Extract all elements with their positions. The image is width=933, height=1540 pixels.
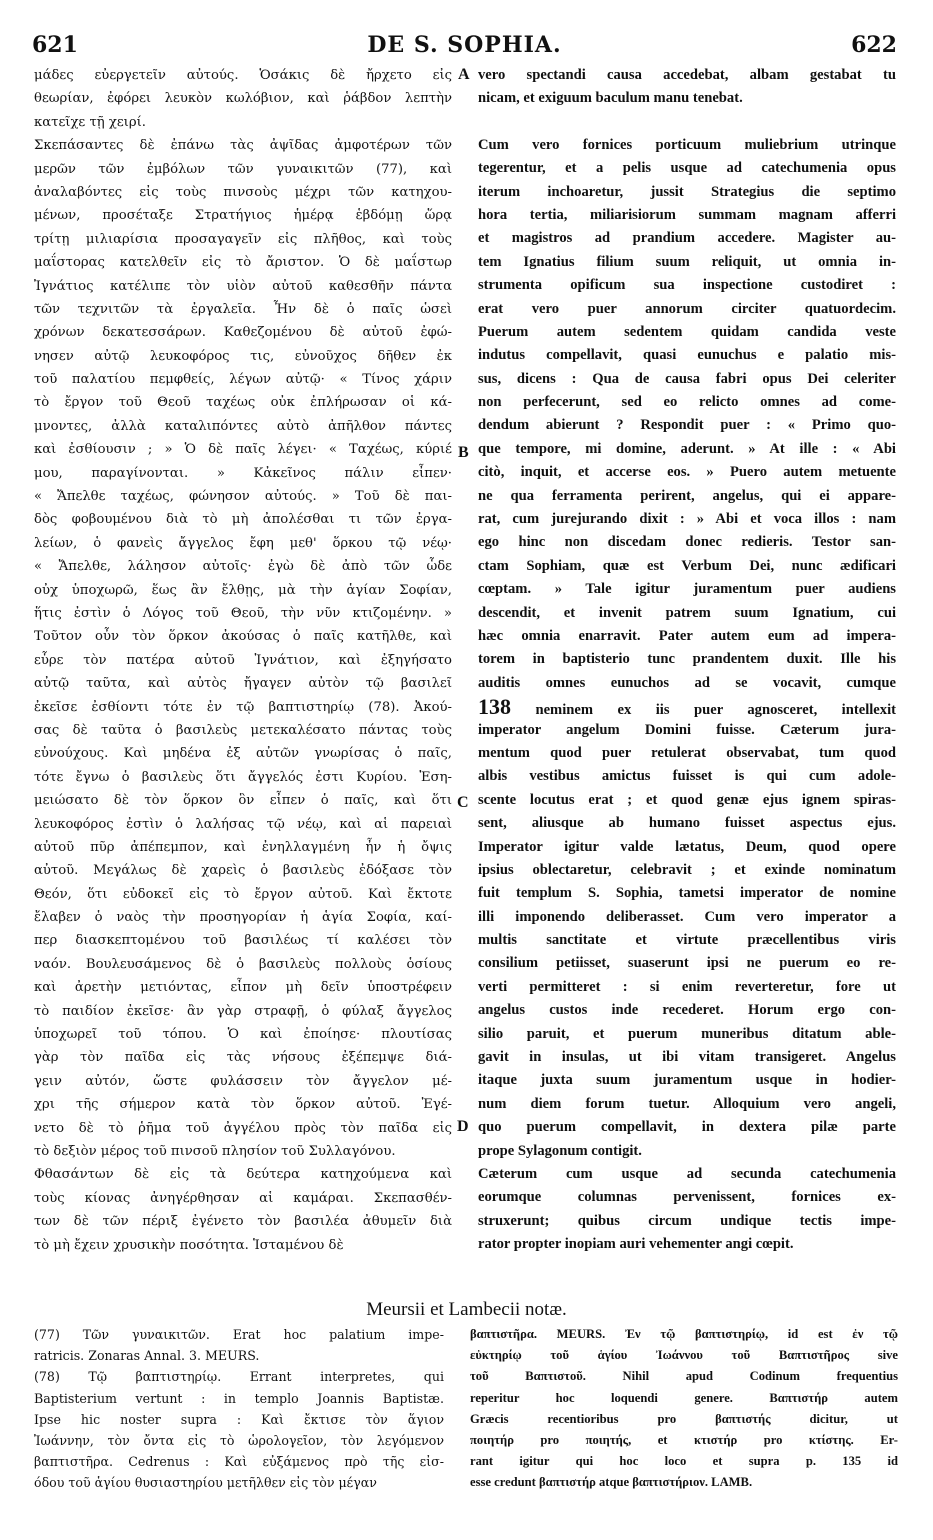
greek-text-line: τότε ἔγνω ὁ βασιλεὺς ὅτι ἄγγελός ἐστι Κυρίου. Ἐση- [34, 769, 452, 785]
greek-text-line: περ διασκεπτομένου τοῦ βασιλέως τί καλέσει τὸν [34, 933, 452, 949]
margin-marker-d: D [457, 1118, 469, 1135]
latin-text-fragment: neminem ex iis puer agnosceret, intellexit [511, 702, 896, 719]
greek-text-line: ἐκεῖσε ἐσθίοντι τότε ἐν τῷ βαπτιστηρίῳ (78). Ἀκού- [34, 699, 452, 715]
greek-text-line: λευκοφόρος ἐστὶν ὁ λαλήσας τῷ νέῳ, καὶ αἱ παρειαὶ [34, 816, 452, 832]
latin-text-line: fuit templum S. Sophia, tametsi imperator de nomine [478, 885, 896, 902]
latin-text-line: non perfecerunt, sed eo relicto omnes ad come- [478, 394, 896, 411]
latin-text-line: albis vestibus amictus fuisset is qui cum adole- [478, 768, 896, 785]
latin-text-line: scente locutus erat ; et quod genæ ejus ignem spiras- [478, 791, 896, 808]
latin-text-line: descendit, et invenit patrem suum Ignatium, cui [478, 604, 896, 621]
latin-text-column [478, 64, 896, 1257]
footnote-line: ratricis. Zonaras Annal. 3. MEURS. [34, 1348, 260, 1364]
greek-text-line: των δὲ τῶν πέριξ ἐγένετο τὸν βασιλέα ἀθυμεῖν διὰ [34, 1214, 452, 1230]
latin-text-line: indutus compellavit, quasi eunuchus e palatio mis- [478, 347, 896, 364]
latin-text-line: dendum abierunt ? Respondit puer : « Primo quo- [478, 417, 896, 434]
latin-text-line [478, 695, 896, 718]
footnote-line: (77) Τῶν γυναικιτῶν. Erat hoc palatium impe- [34, 1327, 444, 1342]
greek-text-line: Θεόν, ὅτι εὐδοκεῖ εἰς τὸ ἔργον αὐτοῦ. Καὶ ἔκτοτε [34, 886, 452, 902]
latin-text-line: verti permitteret : si enim reverteretur, fore ut [478, 978, 896, 995]
page-number-left: 621 [32, 32, 78, 58]
latin-text-line: quo puerum compellavit, in dextera pilæ parte [478, 1119, 896, 1136]
footnote-line: Ipse hic noster supra : Καὶ ἔκτισε τὸν ἅγιον [34, 1411, 444, 1427]
greek-text-line: τὸ μὴ ἔχειν χρυσικὴν ποσότητα. Ἱσταμένου δὲ [34, 1237, 344, 1253]
greek-text-line: γειν αὐτόν, ὥστε φυλάσσειν τὸν ἄγγελον μέ- [34, 1073, 452, 1089]
footnote-line: βαπτιστῆρα. Cedrenus : Καὶ εὐξάμενος πρὸ τῆς εἰσ- [34, 1454, 444, 1470]
latin-text-line: tegerentur, et a pelis usque ad catechumenia opus [478, 160, 896, 177]
footnote-line: βαπτιστῆρα. MEURS. Ἐν τῷ βαπτιστηρίῳ, id est ἐν τῷ [470, 1327, 898, 1341]
latin-text-line: angelus custos inde recederet. Horum ergo con- [478, 1002, 896, 1019]
footnote-line: esse credunt βαπτιστήρ atque βαπτιστήριον. LAMB. [470, 1475, 753, 1490]
latin-text-line: Puerum autem sedentem quidam candida veste [478, 323, 896, 340]
footnote-line: (78) Τῷ βαπτιστηρίῳ. Errant interpretes, qui [34, 1369, 444, 1385]
greek-text-line: μειώσατο δὲ τὸν ὅρκον ὃν εἶπεν ὁ παῖς, καὶ ὅτι [34, 793, 452, 809]
latin-text-line: tem Ignatius filium suum reliquit, ut omnia in- [478, 253, 896, 270]
margin-marker-b: B [458, 444, 469, 461]
latin-text-line: Cum vero fornices porticuum muliebrium utrinque [478, 136, 896, 153]
greek-text-line: αὐτοῦ. Μεγάλως δὲ χαρεὶς ὁ βασιλεὺς ἐδόξασε τὸν [34, 863, 452, 879]
latin-text-line: Cæterum cum usque ad secunda catechumenia [478, 1165, 896, 1182]
greek-text-line: Σκεπάσαντες δὲ ἐπάνω τὰς ἀψῖδας ἀμφοτέρων τῶν [34, 138, 452, 154]
latin-text-line: rator propter inopiam auri vehementer angi cœpit. [478, 1236, 794, 1253]
greek-text-line: μερῶν τῶν ἐμβόλων τῶν γυναικιτῶν (77), καὶ [34, 161, 452, 177]
greek-text-line: νετο δὲ τὸ ῥῆμα τοῦ ἀγγέλου πρὸς τὸν παῖδα εἰς [34, 1120, 452, 1136]
latin-text-line: illi imponendo deliberasset. Cum vero imperator a [478, 908, 896, 925]
greek-text-line: τῶν τεχνιτῶν τὰ ἐργαλεῖα. Ἦν δὲ ὁ παῖς ὡσεὶ [34, 301, 452, 317]
footnotes-left [34, 1324, 444, 1494]
latin-text-line: que tempore, mi domine, aderunt. » At ille : « Abi [478, 440, 896, 457]
latin-text-line: sus, dicens : Qua de causa fabri opus Dei celeriter [478, 370, 896, 387]
latin-text-line: ego hinc non discedam donec redieris. Testor san- [478, 534, 896, 551]
latin-text-line: gavit in insulas, ut ibi vitam transigeret. Angelus [478, 1049, 896, 1066]
greek-text-line: Τοῦτον οὖν τὸν ὅρκον ἀκούσας ὁ παῖς κατῆλθε, καὶ [34, 629, 452, 645]
greek-text-line: οὐχ ὑποχωρῶ, ἕως ἂν ἔλθῃς, μὰ τὴν ἁγίαν Σοφίαν, [34, 582, 452, 598]
latin-text-line: strumenta opificum sua inspectione custodiret : [478, 277, 896, 294]
greek-text-line: αὐτοῦ πῦρ ἀπέπεμπον, καὶ ἐνηλλαγμένη ἦν ἡ ὄψις [34, 839, 452, 855]
greek-text-line: θεωρίαν, ἐφόρει λευκὸν κωλόβιον, καὶ ῥάβδον λεπτὴν [34, 91, 452, 107]
margin-marker-c: C [457, 794, 469, 811]
greek-text-line: μαΐστορας κατελθεῖν εἰς τὸ ἄριστον. Ὁ δὲ μαΐστωρ [34, 255, 452, 271]
latin-text-line: multis sanctitate et virtute præcellentibus viris [478, 932, 896, 949]
greek-text-line: ναόν. Βουλευσάμενος δὲ ὁ βασιλεὺς πολλοὺς ὁσίους [34, 956, 452, 972]
greek-text-line: τὸ παιδίον ἐκεῖσε· ἂν γὰρ στραφῇ, ὁ φύλαξ ἄγγελος [34, 1003, 452, 1019]
greek-text-line: αὐτῷ ταῦτα, καὶ αὐτὸς ἤγαγεν αὐτὸν τῷ βασιλεῖ [34, 676, 452, 692]
latin-text-line: rat, cum jurejurando dixit : » Abi et voca illos : nam [478, 511, 896, 528]
notes-heading: Meursii et Lambecii notæ. [366, 1299, 567, 1320]
latin-text-line: struxerunt; quibus circum undique tectis impe- [478, 1212, 896, 1229]
latin-text-line: vero spectandi causa accedebat, albam gestabat tu [478, 67, 896, 83]
greek-text-line: καὶ ἐσθίουσιν ; » Ὁ δὲ παῖς λέγει· « Ταχέως, κύριέ [34, 442, 452, 458]
latin-text-line: cœptam. » Tale igitur juramentum puer audiens [478, 581, 896, 598]
latin-text-line: consilium petiisset, suaserunt ipsi ne puerum eo re- [478, 955, 896, 972]
greek-text-line: χρόνων δεκατεσσάρων. Καθεζομένου δὲ αὐτοῦ ἐφώ- [34, 325, 452, 341]
latin-text-line: hora tertia, miliarisiorum summam magnam afferri [478, 206, 896, 223]
footnote-line: Ἰωάννην, τὸν ὄντα εἰς τὸ ὡρολογεῖον, τὸν λεγόμενον [34, 1432, 444, 1448]
latin-text-line: erat vero puer annorum circiter quatuordecim. [478, 300, 896, 317]
greek-text-line: μου, παραγίνονται. » Κἀκεῖνος πάλιν εἶπεν· [34, 465, 452, 481]
greek-text-line: ἀναλαβόντες εἰς τοὺς πινσοὺς μέχρι τῶν κατηχου- [34, 184, 452, 200]
greek-text-line: γὰρ τὸν παῖδα εἰς τὰς νήσους ἐξέπεμψε διά- [34, 1050, 452, 1066]
greek-text-line: ἥτις ἐστὶν ὁ Λόγος τοῦ Θεοῦ, τὴν νῦν κτιζομένην. » [34, 605, 452, 621]
greek-text-line: δὸς φοβουμένου διὰ τὸ μὴ ἀπολέσθαι τι τῶν ἐργα- [34, 512, 452, 528]
greek-text-line: εὐνούχους. Καὶ μηδένα ἐξ αὐτῶν γνωρίσας ὁ παῖς, [34, 746, 452, 762]
greek-text-line: Ἰγνάτιος κατέλιπε τὸν υἱὸν αὐτοῦ καθεσθῆν πάντα [34, 278, 452, 294]
greek-text-line: καὶ ἀρετὴν μετιόντας, εἶπον μὴ δεῖν ὑποστρέφειν [34, 980, 452, 996]
footnote-line: εὐκτηρίῳ τοῦ ἁγίου Ἰωάννου τοῦ Βαπτιστῆρος sive [470, 1348, 898, 1363]
greek-text-column [34, 64, 452, 1257]
latin-text-line: itaque juxta suum juramentum usque in hodier- [478, 1072, 896, 1089]
footnote-line: Baptisterium vertunt : in templo Joannis Baptistæ. [34, 1390, 444, 1406]
greek-text-line: τὸ ἔργον τοῦ Θεοῦ ταχέως οὐκ ἐπλήρωσαν οἱ κά- [34, 395, 452, 411]
greek-text-line: χρι τῆς σήμερον κατὰ τὸν ὅρκον αὐτοῦ. Ἐγέ- [34, 1097, 452, 1113]
greek-text-line: κατεῖχε τῇ χειρί. [34, 114, 146, 130]
latin-text-line: nicam, et exiguum baculum manu tenebat. [478, 90, 743, 107]
greek-text-line: τοῦ παλατίου πεμφθείς, λέγων αὐτῷ· « Τίνος χάριν [34, 372, 452, 388]
latin-text-line: silio paruit, et puerum muneribus ditatum able- [478, 1025, 896, 1042]
footnote-line: rant igitur qui hoc loco et supra p. 135 id [470, 1454, 898, 1469]
greek-text-line: εὗρε τὸν πατέρα αὐτοῦ Ἰγνάτιον, καὶ ἐξηγήσατο [34, 652, 452, 668]
latin-text-line: eorumque columnas pervenissent, fornices ex- [478, 1189, 896, 1206]
greek-text-line: σας δὲ ταῦτα ὁ βασιλεὺς μετεκαλέσατο πάντας τοὺς [34, 722, 452, 738]
footnote-line: ποιητήρ pro ποιητής, et κτιστήρ pro κτίστης. Er- [470, 1432, 898, 1447]
latin-text-line: prope Sylagonum contigit. [478, 1142, 642, 1159]
latin-text-line: torem in baptisterio tunc prandentem duxit. Ille his [478, 651, 896, 668]
page-header [32, 32, 897, 62]
greek-text-line: Φθασάντων δὲ εἰς τὰ δεύτερα κατηχούμενα καὶ [34, 1167, 452, 1183]
greek-text-line: ὑποχωρεῖ τοῦ τόπου. Ὁ καὶ ἐποίησε· πλουτίσας [34, 1027, 452, 1043]
latin-text-line: citò, inquit, et accerse eos. » Puero autem metuente [478, 464, 896, 481]
greek-text-line: λείων, ὁ φανεὶς ἄγγελος ἔφη μεθ' ὅρκου τῷ νέῳ· [34, 535, 452, 551]
footnote-line: όδου τοῦ ἁγίου θυσιαστηρίου μετῆλθεν εἰς τὸν μέγαν [34, 1475, 377, 1491]
latin-text-line: Imperator igitur valde lætatus, Deum, quod opere [478, 838, 896, 855]
latin-text-line: iterum inchoaretur, jussit Strategius die septimo [478, 183, 896, 200]
greek-text-line: τοὺς κίονας ἀνηγέρθησαν αἱ καμάραι. Σκεπασθέν- [34, 1190, 452, 1206]
latin-text-line: ctam Sophiam, quæ est Verbum Dei, nunc ædificari [478, 557, 896, 574]
page-number-right: 622 [851, 32, 897, 58]
paragraph-gap [478, 111, 896, 134]
greek-text-line: « Ἄπελθε ταχέως, φώνησον αὐτούς. » Τοῦ δὲ παι- [34, 489, 452, 505]
greek-text-line: νησεν αὐτῷ λευκοφόρος τις, εὐνοῦχος δῆθεν ἐκ [34, 348, 452, 364]
latin-text-line: ipsius oblectaretur, celebravit ; et exinde nominatum [478, 861, 896, 878]
latin-text-line: sent, aliusque ab humano fuisset aspectus ejus. [478, 815, 896, 832]
greek-text-line: μάδες εὐεργετεῖν αὐτούς. Ὁσάκις δὲ ἤρχετο εἰς [34, 68, 452, 83]
latin-text-line: imperator angelum Domini fuisse. Cæterum jura- [478, 721, 896, 738]
footnote-line: Græcis recentioribus pro βαπτιστής dicitur, ut [470, 1411, 898, 1426]
margin-marker-a: A [458, 66, 470, 83]
latin-text-line: auditis omnes eunuchos ad se vocavit, cumque [478, 674, 896, 691]
running-title: DE S. SOPHIA. [367, 32, 562, 58]
greek-text-line: « Ἄπελθε, λάλησον αὐτοῖς· ἐγὼ δὲ ἀπὸ τῶν ὧδε [34, 559, 452, 575]
latin-text-line: ne qua ferramenta perirent, angelus, qui ei appare- [478, 487, 896, 504]
greek-text-line: μένων, προσέταξε Στρατήγιος ἡμέρᾳ ἑβδόμῃ ὥρᾳ [34, 208, 452, 224]
greek-text-line: μνοντες, ἀλλὰ καταλιπόντες αὐτὸ ἀπῆλθον πάντες [34, 418, 452, 434]
greek-text-line: τὸ δεξιὸν μέρος τοῦ πινσοῦ πλησίον τοῦ Συλλαγόνου. [34, 1143, 396, 1159]
footnote-line: τοῦ Βαπτιστοῦ. Nihil apud Codinum frequentius [470, 1369, 898, 1384]
footnotes-right [470, 1324, 898, 1494]
latin-text-line: num diem forum tuetur. Alloquium vero angeli, [478, 1095, 896, 1112]
latin-text-line: hæc omnia enarravit. Pater autem eum ad impera- [478, 627, 896, 644]
greek-text-line: ἔλαβεν ὁ ναὸς τὴν προσηγορίαν ἡ ἁγία Σοφία, καί- [34, 910, 452, 926]
latin-text-line: et magistros ad prandium accedere. Magister au- [478, 230, 896, 247]
footnote-line: reperitur hoc loquendi genere. Βαπτιστήρ autem [470, 1390, 898, 1405]
greek-text-line: τρίτῃ μιλιαρίσια προσαγαγεῖν εἰς πλῆθος, καὶ τοὺς [34, 231, 452, 247]
latin-text-line: mentum quod puer retulerat observabat, tum quod [478, 744, 896, 761]
column-number: 138 [478, 695, 511, 719]
